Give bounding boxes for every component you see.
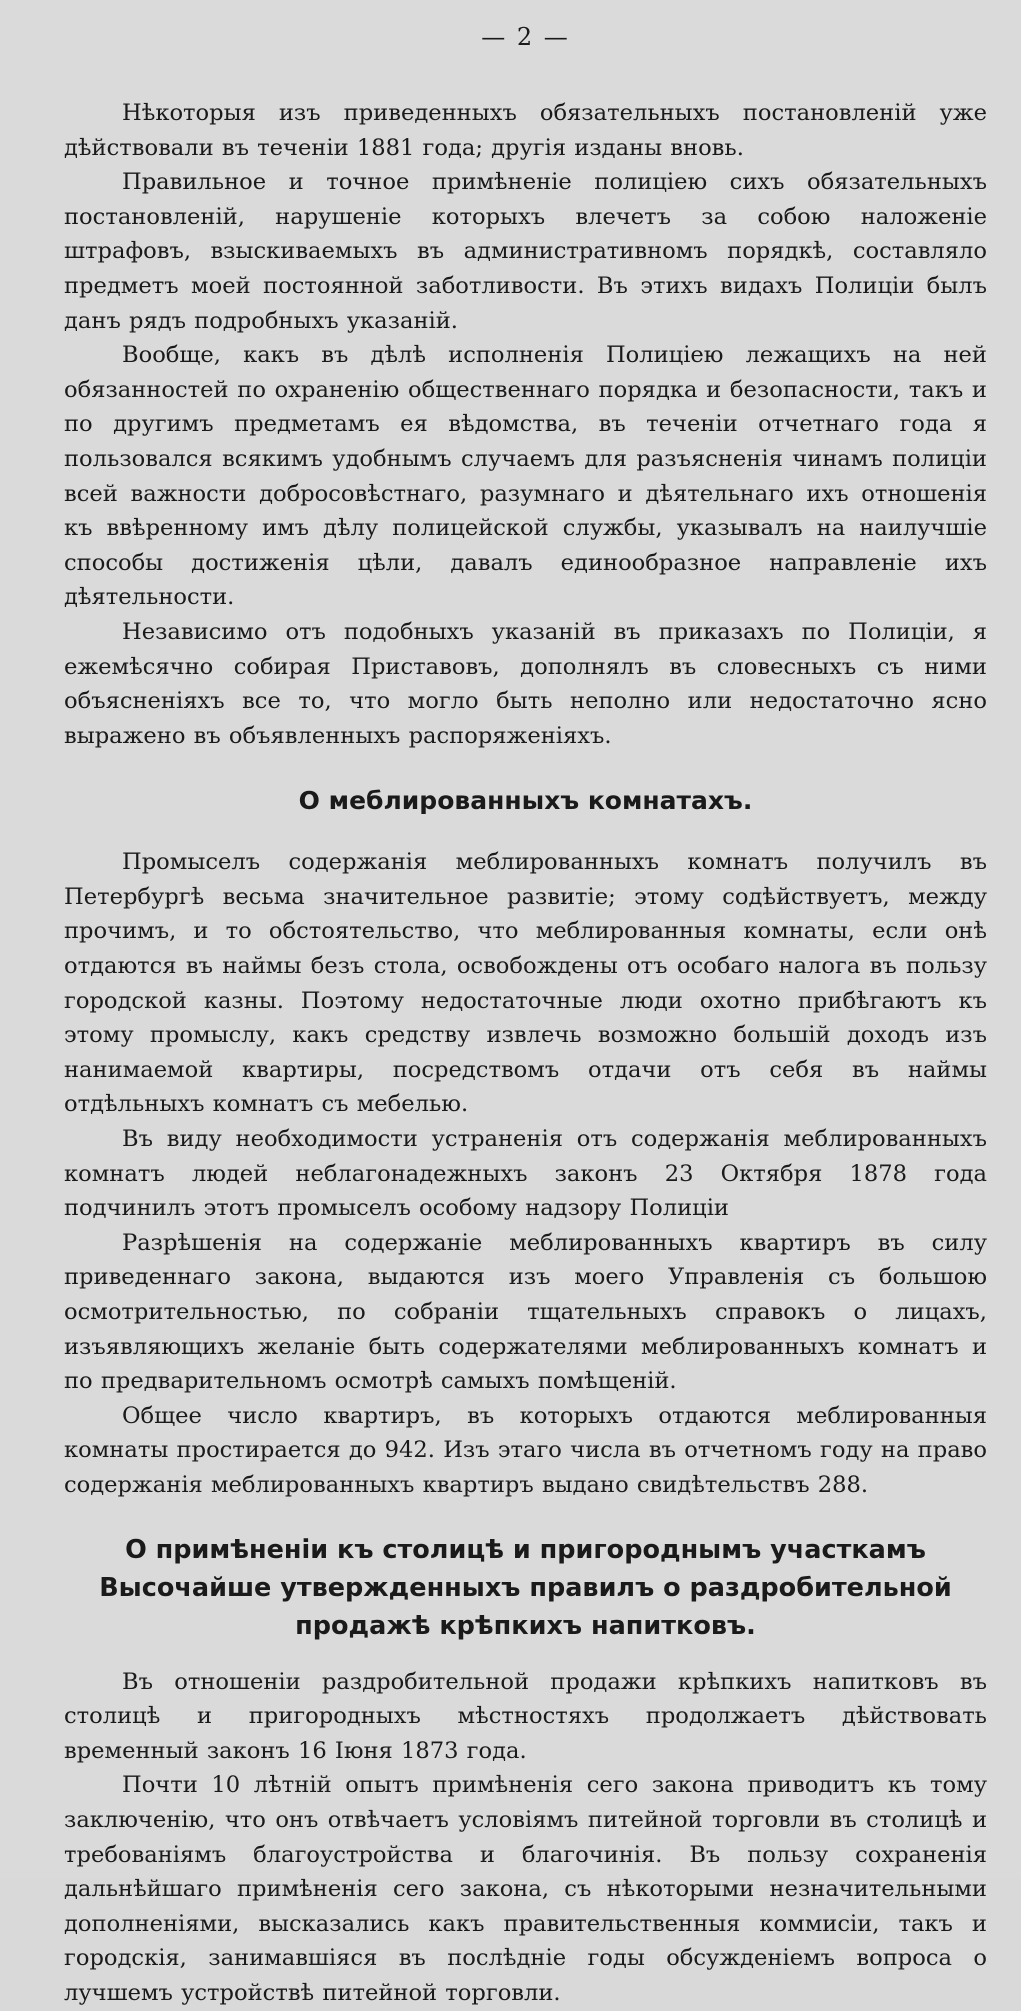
heading-furnished-rooms: О меблированныхъ комнатахъ. bbox=[298, 786, 753, 816]
heading-liquor-line-2: Высочайше утвержденныхъ правилъ о раздробительной bbox=[99, 1572, 952, 1603]
paragraph-8: Общее число квартиръ, въ которыхъ отдаются меблированныя комнаты простирается до 942. Изъ этаго числа въ отчетномъ году на право содержанія меблированныхъ квартиръ выдано свидѣтельствъ 288. bbox=[64, 1402, 987, 1498]
heading-liquor-line-1: О примѣненіи къ столицѣ и пригороднымъ участкамъ bbox=[125, 1534, 926, 1565]
heading-liquor-line-3: продажѣ крѣпкихъ напитковъ. bbox=[295, 1610, 756, 1641]
paragraph-9: Въ отношеніи раздробительной продажи крѣпкихъ напитковъ въ столицѣ и пригородныхъ мѣстностяхъ продолжаетъ дѣйствовать временный законъ 16 Іюня 1873 года. bbox=[64, 1668, 987, 1764]
paragraph-5: Промыселъ содержанія меблированныхъ комнатъ получилъ въ Петербургѣ весьма значительное развитіе; этому содѣйствуетъ, между прочимъ, и то обстоятельство, что меблированныя комнаты, если онѣ отдаются въ наймы безъ стола, освобождены отъ особаго налога въ пользу городской казны. Поэтому недостаточные люди охотно прибѣгаютъ къ этому промыслу, какъ средству извлечь возможно большій доходъ изъ нанимаемой квартиры, посредствомъ отдачи отъ себя въ наймы отдѣльныхъ комнатъ съ мебелью. bbox=[64, 849, 987, 1118]
paragraph-6: Въ виду необходимости устраненія отъ содержанія меблированныхъ комнатъ людей неблагонадежныхъ законъ 23 Октября 1878 года подчинилъ этотъ промыселъ особому надзору Полиціи bbox=[64, 1126, 987, 1222]
paragraph-4: Независимо отъ подобныхъ указаній въ приказахъ по Полиціи, я ежемѣсячно собирая Приставовъ, дополнялъ въ словесныхъ съ ними объясненіяхъ все то, что могло быть неполно или недостаточно ясно выражено въ объявленныхъ распоряженіяхъ. bbox=[64, 618, 987, 749]
paragraph-3: Вообще, какъ въ дѣлѣ исполненія Полиціею лежащихъ на ней обязанностей по охраненію общественнаго порядка и безопасности, такъ и по другимъ предметамъ ея вѣдомства, въ теченіи отчетнаго года я пользовался всякимъ удобнымъ случаемъ для разъясненія чинамъ полиціи всей важности добросовѣстнаго, разумнаго и дѣятельнаго ихъ отношенія къ ввѣренному имъ дѣлу полицейской службы, указывалъ на наилучшіе способы достиженія цѣли, давалъ единообразное направленіе ихъ дѣятельности. bbox=[64, 342, 987, 611]
page-number: — 2 — bbox=[481, 23, 570, 51]
paragraph-2: Правильное и точное примѣненіе полиціею сихъ обязательныхъ постановленій, нарушеніе которыхъ влечетъ за собою наложеніе штрафовъ, взыскиваемыхъ въ административномъ порядкѣ, составляло предметъ моей постоянной заботливости. Въ этихъ видахъ Полиціи былъ данъ рядъ подробныхъ указаній. bbox=[64, 169, 987, 334]
heading-liquor-sales bbox=[64, 1531, 987, 1645]
paragraph-1: Нѣкоторыя изъ приведенныхъ обязательныхъ постановленій уже дѣйствовали въ теченіи 1881 года; другія изданы вновь. bbox=[64, 100, 987, 161]
paragraph-10: Почти 10 лѣтній опытъ примѣненія сего закона приводитъ къ тому заключенію, что онъ отвѣчаетъ условіямъ питейной торговли въ столицѣ и требованіямъ благоустройства и благочинія. Въ пользу сохраненія дальнѣйшаго примѣненія сего закона, съ нѣкоторыми незначительными дополненіями, высказались какъ правительственныя коммисіи, такъ и городскія, занимавшіяся въ послѣдніе годы обсужденіемъ вопроса о лучшемъ устройствѣ питейной торговли. bbox=[64, 1772, 987, 2006]
paragraph-7: Разрѣшенія на содержаніе меблированныхъ квартиръ въ силу приведеннаго закона, выдаются изъ моего Управленія съ большою осмотрительностью, по собраніи тщательныхъ справокъ о лицахъ, изъявляющихъ желаніе быть содержателями меблированныхъ комнатъ и по предварительномъ осмотрѣ самыхъ помѣщеній. bbox=[64, 1229, 987, 1395]
